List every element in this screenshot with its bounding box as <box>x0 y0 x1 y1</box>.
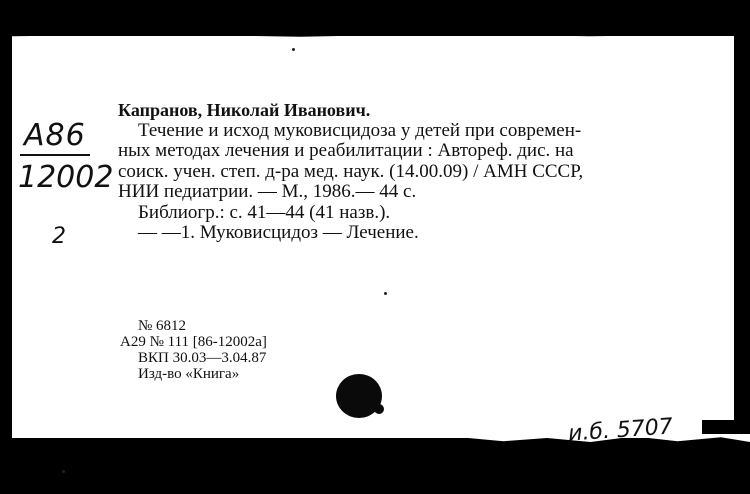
author-heading: Капранов, Николай Иванович. <box>118 100 371 120</box>
scan-speck <box>384 292 387 295</box>
bibliographic-entry <box>118 100 693 244</box>
handwritten-signature: и.б. 5707 <box>567 414 674 447</box>
card-number: № 6812 <box>138 318 187 334</box>
scan-edge-bottom <box>12 438 742 494</box>
title-line-4: НИИ педиатрии. — М., 1986.— 44 с. <box>118 181 417 202</box>
title-line-1: Течение и исход муковисцидоза у детей при современ- <box>138 119 582 141</box>
copy-number: 2 <box>52 224 66 249</box>
shelf-mark-bottom: 12002 <box>18 160 114 195</box>
card-publisher: Изд-во «Книга» <box>138 366 240 382</box>
bibliography-note: Библиогр.: с. 41—44 (41 назв.). <box>138 201 391 223</box>
subject-heading: — —1. Муковисцидоз — Лечение. <box>138 222 419 243</box>
card-metadata <box>120 318 267 382</box>
scan-speck <box>62 470 65 473</box>
card-vkp: ВКП 30.03—3.04.87 <box>138 350 267 366</box>
title-line-3: соиск. учен. степ. д-ра мед. наук. (14.00.09) / АМН СССР, <box>118 160 584 182</box>
shelf-mark-divider <box>20 154 90 156</box>
scan-speck <box>292 48 295 51</box>
shelf-mark-top: А86 <box>24 118 86 153</box>
title-line-2: ных методах лечения и реабилитации : Автореф. дис. на <box>118 140 574 161</box>
card-code: А29 № 111 [86-12002а] <box>120 334 267 350</box>
ink-stamp-drip <box>374 404 384 414</box>
